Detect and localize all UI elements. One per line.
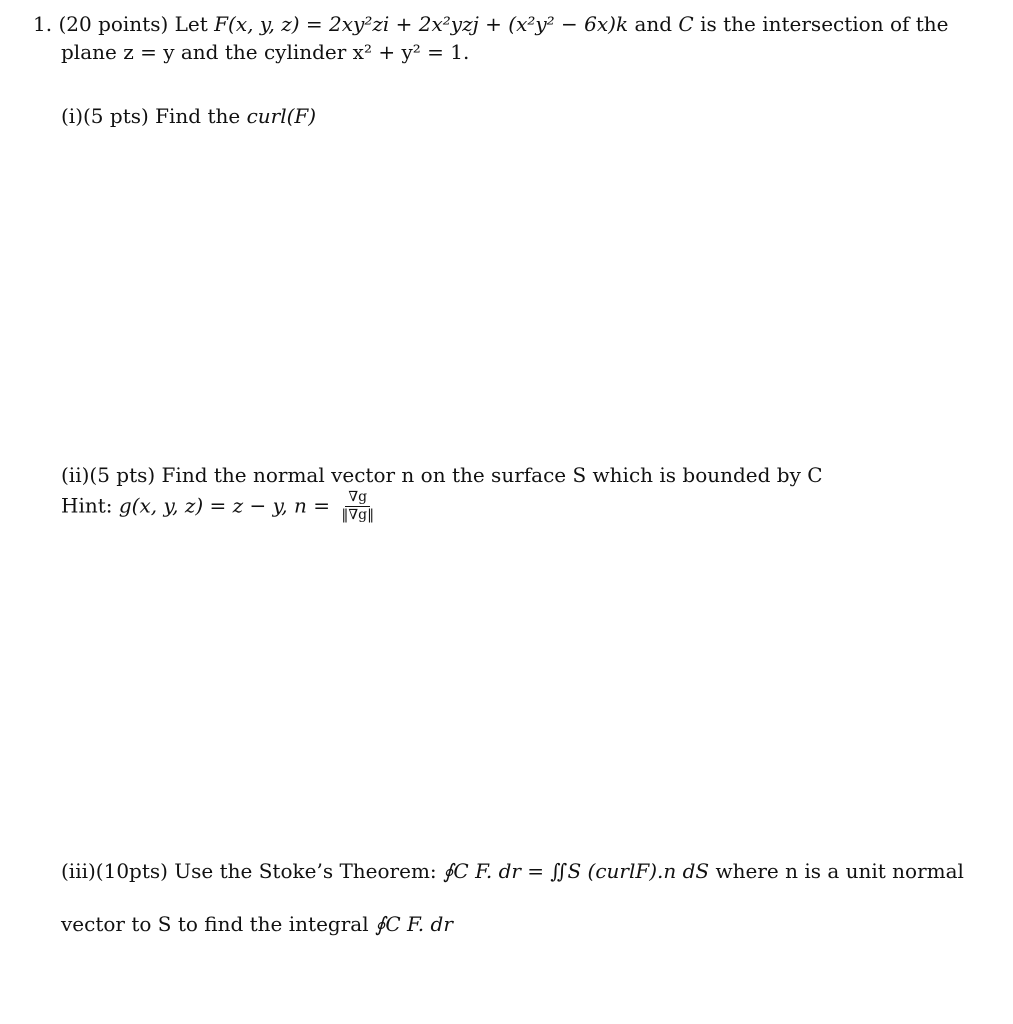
and-text: and [634,12,673,36]
hint-g-definition: g(x, y, z) = z − y, [118,493,288,518]
hint-n-equals: n = [294,493,330,518]
statement-line-1-tail: is the intersection of the [700,12,949,36]
problem-intro: (20 points) Let [58,12,208,36]
statement-line-2: plane z = y and the cylinder x² + y² = 1. [61,40,470,64]
part-iii-line-1-tail: where n is a unit normal [715,859,964,883]
stokes-lhs-integral: ∮C F. dr [443,859,521,883]
problem-number: 1. [33,12,53,36]
part-i-prompt [61,104,316,128]
hint-fraction-denominator: ‖∇g‖ [341,507,375,524]
hint-fraction-numerator: ∇g [345,490,370,507]
hint-label: Hint: [61,493,113,518]
final-line-integral: ∮C F. dr [374,912,453,936]
part-iii-prompt-line-2 [61,912,453,936]
part-i-label: (i)(5 pts) Find the [61,104,241,128]
problem-statement-line-2 [61,40,469,64]
hint-fraction [338,490,377,524]
stokes-equals: = [527,859,545,883]
problem-statement-line-1 [33,12,949,36]
stokes-rhs-integral: ∬S (curlF).n dS [550,859,710,883]
part-ii-prompt [61,463,823,487]
part-i-curl-expression: curl(F) [246,104,317,128]
part-iii-prompt-line-1 [61,859,964,883]
part-iii-label: (iii)(10pts) Use the Stoke’s Theorem: [61,859,437,883]
part-ii-hint [61,490,379,524]
part-ii-label: (ii)(5 pts) Find the normal vector n on the surface S which is bounded by C [61,463,823,487]
curve-symbol: C [678,12,694,36]
part-iii-line-2: vector to S to find the integral [61,912,369,936]
field-definition: F(x, y, z) = 2xy²zi + 2x²yzj + (x²y² − 6x)k [214,12,629,36]
